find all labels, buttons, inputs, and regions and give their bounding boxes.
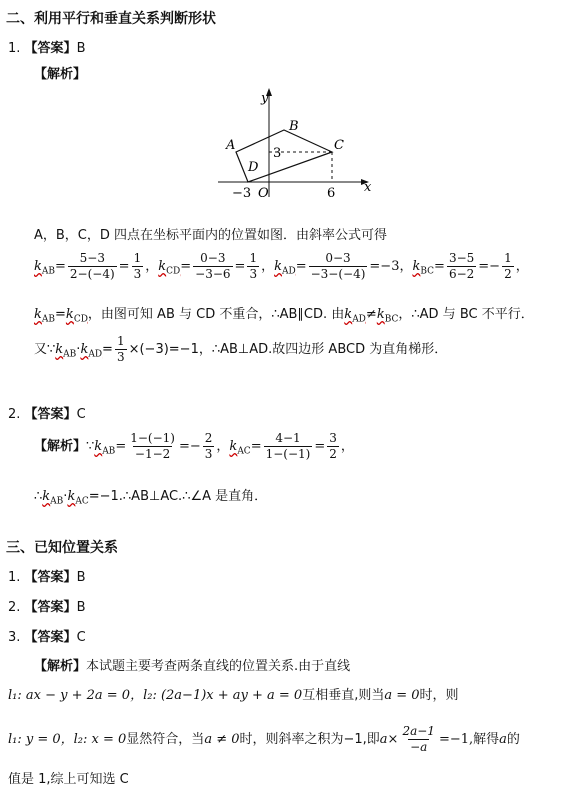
k-ab-3: $k_{AB}$	[55, 342, 77, 360]
k-ab-result	[132, 251, 144, 282]
q2-k-ab: $k_{AB}$	[94, 439, 116, 457]
s3-slope-text: 时，则斜率之积为−1,即	[239, 732, 380, 747]
k-ad-2: $k_{AD}$	[344, 307, 366, 325]
k-ab: $k_{AB}$	[34, 259, 56, 277]
k-bc-res-den: 2	[504, 267, 512, 281]
s3-item-2-label: 【答案】	[24, 600, 77, 615]
s3-frac-num: 2a−1	[402, 724, 435, 738]
q1-line1: A，B，C，D 四点在坐标平面内的位置如图．由斜率公式可得	[34, 228, 388, 243]
q2-k-ac-result	[327, 431, 339, 462]
point-c-label: C	[334, 138, 344, 153]
k-bc-den: 6−2	[448, 267, 475, 281]
tick-3-label: 3	[273, 146, 282, 161]
k-cd: $k_{CD}$	[158, 259, 181, 277]
q2-line2: $\therefore k_{AB}\cdot k_{AC}=-1.\therefore AB\perp AC.\therefore\angle A$ 是直角．	[34, 489, 268, 507]
k-bc-num: 3−5	[448, 251, 475, 265]
q1-line4a: 又∵	[34, 342, 56, 357]
q2-k-ac-num: 4−1	[275, 431, 301, 445]
s3-item-1-num: 1.	[8, 570, 21, 585]
q2-answer-label: 【答案】	[24, 407, 77, 422]
k-cd-result	[247, 251, 259, 282]
s3-de: 的	[506, 732, 520, 747]
k-bc-frac	[447, 251, 476, 282]
s3-item-2-answer: B	[76, 600, 86, 615]
q2-k-ab-den: −1−2	[134, 447, 171, 461]
s3-item-2	[8, 596, 85, 615]
s3-a-var: a	[499, 732, 507, 747]
s3-line-eq	[8, 684, 459, 703]
k-cd-frac	[193, 251, 232, 282]
s3-perp-text: 互相垂直,则当	[302, 688, 385, 703]
s3-frac-den: −a	[410, 740, 428, 754]
y-label: y	[261, 91, 269, 106]
section2-title: 二、利用平行和垂直关系判断形状	[6, 11, 216, 27]
x-label: x	[364, 180, 372, 195]
q2-k-ab-num: 1−(−1)	[130, 431, 175, 445]
q1-answer-label: 【答案】	[24, 41, 77, 56]
q1-answer-line	[8, 37, 85, 56]
q2-k-ab-2: $k_{AB}$	[42, 489, 64, 507]
s3-analysis-line	[34, 655, 350, 674]
k-ab-frac	[68, 251, 117, 282]
k-ab-2: $k_{AB}$	[34, 307, 56, 325]
s3-item-1	[8, 566, 85, 585]
s3-ax: a×	[379, 732, 399, 747]
s3-when-then: 时，则	[419, 688, 459, 703]
point-d-label: D	[248, 160, 259, 175]
q2-analysis-label: 【解析】	[34, 439, 87, 454]
k-ad-num: 0−3	[325, 251, 351, 265]
q2-line2a: ∴	[34, 489, 43, 504]
s3-final: 值是 1,综上可知选 C	[8, 772, 129, 787]
s3-obvious: 显然符合，当	[126, 732, 205, 747]
s3-analysis-text: 本试题主要考查两条直线的位置关系.由于直线	[86, 659, 351, 674]
q2-k-ac: $k_{AC}$	[229, 439, 251, 457]
q2-because: ∵	[86, 439, 95, 454]
q2-k-ac-2: $k_{AC}$	[67, 489, 89, 507]
k-ad-frac	[309, 251, 368, 282]
s3-eq-neg1: =−1,	[438, 732, 474, 747]
q2-line1: 【解析】$\because k_{AB}=$ $\frac{1-(-1)}{-1-2}$ =− $\frac{2}{3}$ ，$k_{AC}=$ $\frac{4-1}{1-(-1)}$ = $\frac{3}{2}$ ，	[34, 431, 354, 461]
q2-k-ab-res-den: 3	[204, 447, 213, 461]
q2-num: 2.	[8, 407, 21, 422]
s3-line-equations: l₁: ax − y + 2a = 0，l₂: (2a−1)x + ay + a = 0	[8, 688, 303, 703]
s3-a-nonzero: a ≠ 0	[204, 732, 240, 747]
origin-label: O	[258, 186, 269, 201]
s3-frac	[400, 724, 436, 755]
s3-item-1-answer: B	[76, 570, 86, 585]
s3-item-1-label: 【答案】	[24, 570, 77, 585]
k-bc-result	[502, 251, 514, 282]
q1-num: 1.	[8, 41, 21, 56]
k-ab-num: 5−3	[79, 251, 105, 265]
tick-neg3-label: −3	[232, 186, 252, 201]
s3-l-zero: l₁: y = 0，l₂: x = 0	[8, 732, 127, 747]
k-bc-eq: =−	[478, 259, 501, 274]
q2-k-ab-frac	[128, 431, 177, 462]
k-ad-3: $k_{AD}$	[80, 342, 103, 360]
q1-answer: B	[76, 41, 86, 56]
q1-slopes-line: $k_{AB}=$ $\frac{5-3}{2-(-4)}$ = $\frac{1}{3}$ ，$k_{CD}=$ $\frac{0-3}{-3-6}$ = $\frac{1}{3}$ ，$k_{AD}=$ $\frac{0-3}{-3-(-4)}$ =−3，$k_{BC}=$ $\frac{3-5}{6-2}$ =− $\frac{1}{2}$ ，	[34, 251, 529, 281]
q1-line3b-text: ，∴AD 与 BC 不平行．	[398, 307, 534, 322]
q2-k-ac-res-den: 2	[329, 447, 337, 461]
s3-item-3-num: 3.	[8, 630, 21, 645]
s3-analysis-label: 【解析】	[34, 659, 87, 674]
q2-k-ab-res-num: 2	[204, 431, 213, 445]
k-ad: $k_{AD}$	[274, 259, 296, 277]
k-ad-den: −3−(−4)	[310, 267, 366, 281]
q1-line3: $k_{AB}=k_{CD}$，由图可知 AB 与 CD 不重合，∴AB∥CD. 由$k_{AD}\ne k_{BC}$，∴AD 与 BC 不平行．	[34, 307, 534, 325]
q1-line4: 又$\because k_{AB}\cdot k_{AD}=$ $\frac{1}{3}$ ×(−3)=−1，∴AB⊥AD.故四边形 ABCD 为直角梯形．	[34, 334, 448, 364]
k-bc-res-num: 1	[504, 251, 512, 265]
coordinate-figure	[214, 85, 384, 205]
point-a-label: A	[226, 138, 236, 153]
k-cd-2: $k_{CD}$	[65, 307, 88, 325]
tick-6-label: 6	[327, 186, 336, 201]
k-bc-2: $k_{BC}$	[376, 307, 399, 325]
k-cd-den: −3−6	[195, 267, 231, 281]
q1-line4-num: 1	[116, 334, 125, 348]
q2-k-ac-res-num: 3	[329, 431, 337, 445]
s3-item-2-num: 2.	[8, 600, 21, 615]
q2-k-ab-eq: =−	[178, 439, 201, 454]
section3-title: 三、已知位置关系	[6, 540, 118, 556]
k-ab-res-den: 3	[133, 267, 142, 281]
q1-line4b: ×(−3)=−1，∴AB⊥AD.故四边形 ABCD 为直角梯形．	[128, 342, 448, 357]
q1-line4-den: 3	[116, 350, 125, 364]
q2-line2b: =−1.∴AB⊥AC.∴∠A 是直角．	[88, 489, 268, 504]
k-ab-den: 2−(−4)	[69, 267, 115, 281]
q1-line4-frac	[115, 334, 127, 365]
k-cd-res-num: 1	[249, 251, 258, 265]
s3-item-3-label: 【答案】	[24, 630, 77, 645]
s3-item-3-answer: C	[76, 630, 86, 645]
s3-a-zero: a = 0	[384, 688, 420, 703]
s3-item-3	[8, 626, 86, 645]
s3-line-slope	[8, 724, 520, 755]
q2-answer-line	[8, 403, 86, 422]
q1-analysis-label: 【解析】	[34, 67, 87, 82]
k-ab-res-num: 1	[133, 251, 142, 265]
point-b-label: B	[289, 119, 299, 134]
q2-k-ab-result	[203, 431, 215, 462]
q2-k-ac-frac	[264, 431, 313, 462]
q2-k-ac-den: 1−(−1)	[265, 447, 311, 461]
k-cd-num: 0−3	[200, 251, 226, 265]
k-bc: $k_{BC}$	[412, 259, 435, 277]
q2-answer: C	[76, 407, 86, 422]
k-ad-result: =−3，	[369, 259, 413, 274]
k-cd-res-den: 3	[249, 267, 258, 281]
q1-line3-text: ，由图可知 AB 与 CD 不重合，∴AB∥CD. 由	[87, 307, 345, 322]
s3-solve: 解得	[473, 732, 500, 747]
